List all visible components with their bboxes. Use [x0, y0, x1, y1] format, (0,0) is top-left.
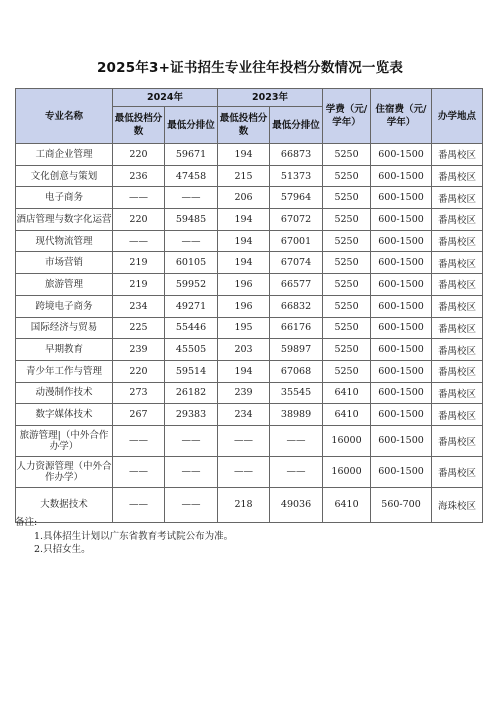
dorm-fee: 600-1500: [371, 165, 432, 187]
dorm-fee: 600-1500: [371, 456, 432, 487]
rank-2024: 29383: [165, 404, 218, 426]
campus: 番禺校区: [432, 274, 483, 296]
score-2024: ——: [113, 230, 165, 252]
rank-2023: 51373: [270, 165, 323, 187]
major-name: 大数据技术: [16, 487, 113, 522]
dorm-fee: 600-1500: [371, 404, 432, 426]
major-name: 工商企业管理: [16, 144, 113, 166]
table-row: [16, 274, 483, 296]
tuition: 5250: [323, 295, 371, 317]
tuition: 5250: [323, 252, 371, 274]
campus: 番禺校区: [432, 317, 483, 339]
campus: 番禺校区: [432, 230, 483, 252]
campus: 番禺校区: [432, 456, 483, 487]
score-2023: 194: [218, 252, 270, 274]
table-row: [16, 165, 483, 187]
rank-2023: 57964: [270, 187, 323, 209]
rank-2023: 67074: [270, 252, 323, 274]
major-name: 跨境电子商务: [16, 295, 113, 317]
dorm-fee: 560-700: [371, 487, 432, 522]
campus: 番禺校区: [432, 295, 483, 317]
dorm-fee: 600-1500: [371, 339, 432, 361]
note-item: 1.具体招生计划以广东省教育考试院公布为准。: [34, 530, 234, 542]
table-row: [16, 456, 483, 487]
dorm-fee: 600-1500: [371, 382, 432, 404]
campus: 番禺校区: [432, 404, 483, 426]
rank-2024: 59952: [165, 274, 218, 296]
score-2024: 219: [113, 274, 165, 296]
campus: 番禺校区: [432, 165, 483, 187]
tuition: 5250: [323, 274, 371, 296]
campus: 番禺校区: [432, 339, 483, 361]
rank-2024: ——: [165, 187, 218, 209]
major-name: 人力资源管理（中外合作办学）: [16, 456, 113, 487]
rank-2023: 67068: [270, 360, 323, 382]
notes-label: 备注:: [15, 517, 38, 528]
rank-2024: ——: [165, 487, 218, 522]
header-year-2024: 2024年: [113, 89, 218, 107]
header-2024-min-score: 最低投档分数: [113, 107, 165, 144]
campus: 番禺校区: [432, 252, 483, 274]
rank-2024: 49271: [165, 295, 218, 317]
dorm-fee: 600-1500: [371, 230, 432, 252]
campus: 番禺校区: [432, 209, 483, 231]
score-2024: 267: [113, 404, 165, 426]
table-row: [16, 360, 483, 382]
score-2024: ——: [113, 187, 165, 209]
rank-2023: 67001: [270, 230, 323, 252]
score-2023: 194: [218, 230, 270, 252]
rank-2024: 59671: [165, 144, 218, 166]
score-2023: 194: [218, 144, 270, 166]
score-2023: 218: [218, 487, 270, 522]
score-2024: 273: [113, 382, 165, 404]
major-name: 酒店管理与数字化运营: [16, 209, 113, 231]
rank-2024: ——: [165, 425, 218, 456]
rank-2023: 66176: [270, 317, 323, 339]
score-2023: 194: [218, 209, 270, 231]
table-row: [16, 187, 483, 209]
campus: 番禺校区: [432, 187, 483, 209]
campus: 番禺校区: [432, 360, 483, 382]
score-2023: 206: [218, 187, 270, 209]
rank-2023: 66873: [270, 144, 323, 166]
score-2023: 203: [218, 339, 270, 361]
table-row: [16, 252, 483, 274]
major-name: 旅游管理: [16, 274, 113, 296]
rank-2023: 38989: [270, 404, 323, 426]
rank-2024: 45505: [165, 339, 218, 361]
tuition: 5250: [323, 187, 371, 209]
rank-2023: 49036: [270, 487, 323, 522]
campus: 番禺校区: [432, 144, 483, 166]
table-row: [16, 317, 483, 339]
major-name: 市场营销: [16, 252, 113, 274]
dorm-fee: 600-1500: [371, 252, 432, 274]
score-2023: 239: [218, 382, 270, 404]
rank-2024: ——: [165, 456, 218, 487]
tuition: 16000: [323, 456, 371, 487]
page-title: 2025年3+证书招生专业往年投档分数情况一览表: [96, 60, 404, 76]
score-2023: 196: [218, 274, 270, 296]
rank-2023: 35545: [270, 382, 323, 404]
table-row: [16, 230, 483, 252]
major-name: 青少年工作与管理: [16, 360, 113, 382]
rank-2024: ——: [165, 230, 218, 252]
tuition: 5250: [323, 209, 371, 231]
score-2024: ——: [113, 487, 165, 522]
header-tuition: 学费（元/学年）: [323, 89, 371, 144]
score-2024: 234: [113, 295, 165, 317]
tuition: 5250: [323, 339, 371, 361]
rank-2023: ——: [270, 425, 323, 456]
table-row: [16, 295, 483, 317]
score-2023: ——: [218, 425, 270, 456]
tuition: 5250: [323, 165, 371, 187]
score-2023: 194: [218, 360, 270, 382]
header-year-2023: 2023年: [218, 89, 323, 107]
admission-score-table: [15, 88, 483, 523]
score-2024: 220: [113, 209, 165, 231]
dorm-fee: 600-1500: [371, 187, 432, 209]
rank-2024: 59514: [165, 360, 218, 382]
header-2023-min-rank: 最低分排位: [270, 107, 323, 144]
score-2024: ——: [113, 425, 165, 456]
tuition: 5250: [323, 230, 371, 252]
rank-2023: 67072: [270, 209, 323, 231]
score-2023: 196: [218, 295, 270, 317]
score-2024: 220: [113, 360, 165, 382]
rank-2024: 26182: [165, 382, 218, 404]
dorm-fee: 600-1500: [371, 425, 432, 456]
major-name: 文化创意与策划: [16, 165, 113, 187]
dorm-fee: 600-1500: [371, 317, 432, 339]
dorm-fee: 600-1500: [371, 274, 432, 296]
dorm-fee: 600-1500: [371, 144, 432, 166]
rank-2024: 47458: [165, 165, 218, 187]
major-name: 早期教育: [16, 339, 113, 361]
rank-2023: 66832: [270, 295, 323, 317]
notes-section: [15, 516, 233, 557]
tuition: 5250: [323, 144, 371, 166]
score-2023: 195: [218, 317, 270, 339]
campus: 海珠校区: [432, 487, 483, 522]
rank-2024: 60105: [165, 252, 218, 274]
header-2024-min-rank: 最低分排位: [165, 107, 218, 144]
score-2024: 236: [113, 165, 165, 187]
major-name: 动漫制作技术: [16, 382, 113, 404]
table-row: [16, 404, 483, 426]
score-2024: 225: [113, 317, 165, 339]
tuition: 5250: [323, 317, 371, 339]
header-major: 专业名称: [16, 89, 113, 144]
campus: 番禺校区: [432, 382, 483, 404]
dorm-fee: 600-1500: [371, 209, 432, 231]
tuition: 16000: [323, 425, 371, 456]
score-2023: ——: [218, 456, 270, 487]
campus: 番禺校区: [432, 425, 483, 456]
table-row: [16, 425, 483, 456]
major-name: 国际经济与贸易: [16, 317, 113, 339]
rank-2023: ——: [270, 456, 323, 487]
table-row: [16, 144, 483, 166]
score-2023: 215: [218, 165, 270, 187]
note-item: 2.只招女生。: [34, 544, 91, 555]
table-row: [16, 209, 483, 231]
major-name: 现代物流管理: [16, 230, 113, 252]
dorm-fee: 600-1500: [371, 360, 432, 382]
rank-2024: 55446: [165, 317, 218, 339]
rank-2023: 66577: [270, 274, 323, 296]
tuition: 6410: [323, 487, 371, 522]
table-row: [16, 382, 483, 404]
score-2024: 220: [113, 144, 165, 166]
rank-2024: 59485: [165, 209, 218, 231]
score-2024: 219: [113, 252, 165, 274]
score-2024: ——: [113, 456, 165, 487]
major-name: 电子商务: [16, 187, 113, 209]
tuition: 6410: [323, 404, 371, 426]
table-row: [16, 339, 483, 361]
major-name: 旅游管理|（中外合作办学）: [16, 425, 113, 456]
score-2023: 234: [218, 404, 270, 426]
dorm-fee: 600-1500: [371, 295, 432, 317]
header-2023-min-score: 最低投档分数: [218, 107, 270, 144]
table-body: [16, 144, 483, 523]
tuition: 5250: [323, 360, 371, 382]
header-dorm-fee: 住宿费（元/学年）: [371, 89, 432, 144]
tuition: 6410: [323, 382, 371, 404]
major-name: 数字媒体技术: [16, 404, 113, 426]
rank-2023: 59897: [270, 339, 323, 361]
header-campus: 办学地点: [432, 89, 483, 144]
score-2024: 239: [113, 339, 165, 361]
